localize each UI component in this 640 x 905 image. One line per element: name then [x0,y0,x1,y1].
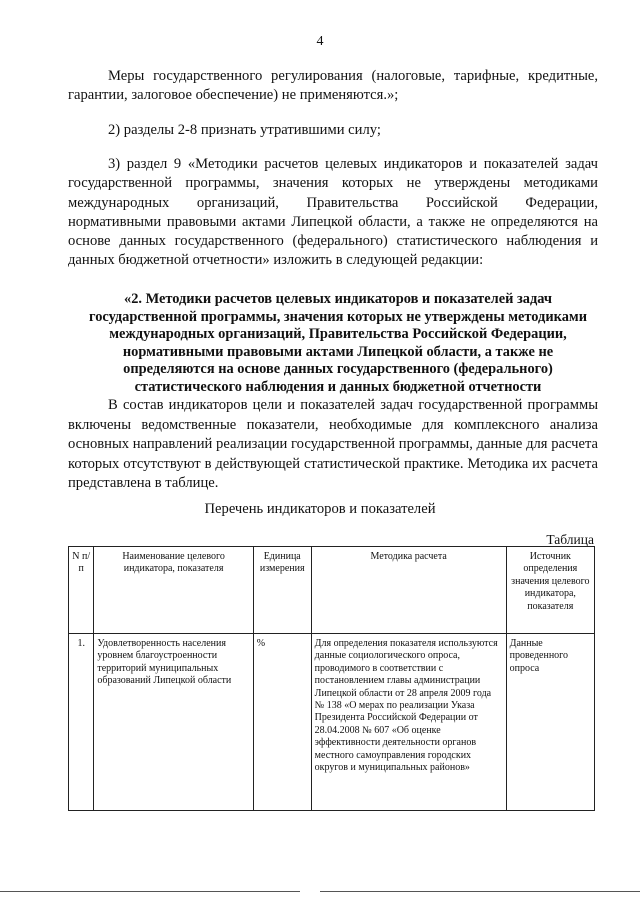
cell-num: 1. [69,634,94,811]
paragraph-indicators-composition: В состав индикаторов цели и показателей задач государственной программы включены ведомственные показатели, необходимые для комплексного анализа основных направлений реализации государственной программы, данные для расчета которых отсутствуют в действующей статистической практике. Методика их расчета представлена в таблице. [68,397,598,491]
cell-name: Удовлетворенность населения уровнем благоустроенности территорий муниципальных образований Липецкой области [94,634,253,811]
cell-unit: % [253,634,311,811]
paragraph-section-9: 3) раздел 9 «Методики расчетов целевых индикаторов и показателей задач государственной программы, значения которых не утверждены методиками международных организаций, Правительства Российской Федерации, нормативными правовыми актами Липецкой области, а также не определяются на основе данных государственного (федерального) статистического наблюдения и данных бюджетной отчетности» изложить в следующей редакции: [68,156,598,269]
header-unit: Единица измерения [253,547,311,634]
table-header-row [69,547,595,634]
section-heading: «2. Методики расчетов целевых индикаторов и показателей задач государственной программы, значения которых не утверждены методиками международных организаций, Правительства Российской Федерации, нормативными правовыми актами Липецкой области, а также не определяются на основе данных государственного (федерального) статистического наблюдения и данных бюджетной отчетности [89,291,587,395]
table-label: Таблица [546,532,594,547]
cell-method: Для определения показателя используются данные социологического опроса, проводимого в соответствии с постановлением главы администрации Липецкой области от 28 апреля 2009 года № 138 «О мерах по реализации Указа Президента Российской Федерации от 28.04.2008 № 607 «Об оценке эффективности деятельности органов местного самоуправления городских округов и муниципальных районов» [311,634,506,811]
indicators-table [68,546,595,811]
header-source: Источник определения значения целевого индикатора, показателя [506,547,594,634]
paragraph-regulation-measures: Меры государственного регулирования (налоговые, тарифные, кредитные, гарантии, залоговое обеспечение) не применяются.»; [68,68,598,104]
bottom-divider [0,891,640,892]
list-title: Перечень индикаторов и показателей [204,501,436,517]
cell-source: Данные проведенного опроса [506,634,594,811]
divider-gap [300,891,320,892]
header-num: N п/п [69,547,94,634]
paragraph-sections-void: 2) разделы 2-8 признать утратившими силу; [108,122,381,138]
page-number: 4 [316,34,324,49]
header-name: Наименование целевого индикатора, показателя [94,547,253,634]
header-method: Методика расчета [311,547,506,634]
table-row [69,634,595,811]
